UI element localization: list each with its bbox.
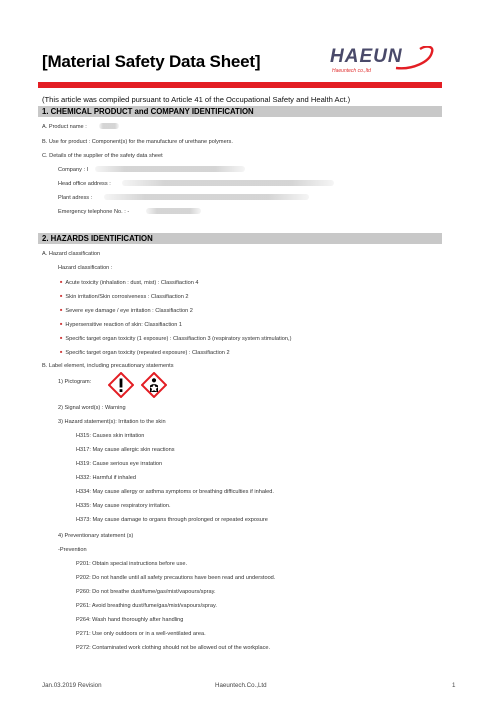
hazard-item: [60, 349, 230, 356]
hazard-item-text: Hypersensitive reaction of skin: Classifiaction 1: [65, 322, 183, 328]
hazard-item-text: Severe eye damage / eye irritation : Classifiaction 2: [65, 308, 193, 314]
prevention-statement: P201: Obtain special instructions before use.: [76, 561, 188, 567]
hazard-statement: H373: May cause damage to organs through prolonged or repeated exposure: [76, 517, 268, 523]
hazard-statement: H317: May cause allergic skin reactions: [76, 447, 175, 453]
bullet-icon: ■: [60, 321, 63, 326]
hazard-classification-a: A. Hazard classification: [42, 251, 101, 257]
hazard-statement: H315: Causes skin irritation: [76, 433, 145, 439]
redacted-product-name: [99, 123, 119, 129]
prevention-label: -Prevention: [58, 547, 87, 553]
hazard-item: [60, 321, 182, 328]
footer-revision: Jan.03.2019 Revision: [42, 682, 102, 689]
osha-notice: (This article was compiled pursuant to Article 41 of the Occupational Safety and Health Act.): [42, 95, 351, 104]
bullet-icon: ■: [60, 349, 63, 354]
hazard-item-text: Specific target organ toxicity (repeated exposure) : Classifiaction 2: [65, 350, 230, 356]
hazard-item: [60, 293, 189, 300]
redacted-plant-address: [104, 194, 309, 200]
hazard-statement: H335: May cause respiratory irritation.: [76, 503, 171, 509]
header-red-bar: [38, 82, 442, 88]
hazard-statement: H334: May cause allergy or asthma symptoms or breathing difficulties if inhaled.: [76, 489, 274, 495]
logo-subtitle: Haeuntech co.,ltd: [332, 68, 371, 74]
bullet-icon: ■: [60, 279, 63, 284]
document-title: [Material Safety Data Sheet]: [42, 52, 261, 71]
hazard-item-text: Specific target organ toxicity (1 exposure) : Classifiaction 3 (respiratory system stimulation,): [65, 336, 292, 342]
prevention-statement: P260: Do not breathe dust/fume/gas/mist/vapours/spray.: [76, 589, 216, 595]
product-name-line: A. Product name :: [42, 124, 87, 130]
bullet-icon: ■: [60, 335, 63, 340]
head-office-line: Head office address :: [58, 181, 111, 187]
exclamation-mark-icon: [108, 372, 134, 398]
plant-address-line: Plant adress :: [58, 195, 93, 201]
prevention-statement: P264: Wash hand thoroughly after handling: [76, 617, 184, 623]
hazard-item: [60, 335, 291, 342]
redacted-company: [95, 166, 245, 172]
company-line: Company : I: [58, 167, 89, 173]
signal-word-line: 2) Signal word(s) : Warning: [58, 405, 126, 411]
health-hazard-icon: [141, 372, 167, 398]
hazard-item-text: Acute toxicity (inhalation : dust, mist) : Classifiaction 4: [65, 280, 199, 286]
prevention-statement: P271: Use only outdoors or in a well-ventilated area.: [76, 631, 206, 637]
hazard-item: [60, 307, 193, 314]
hazard-statements-label: 3) Hazard statement(s): Irritation to the skin: [58, 419, 166, 425]
hazard-classification-label: Hazard classification :: [58, 265, 113, 271]
logo-wordmark: HAEUN: [330, 46, 403, 67]
footer-page-number: 1: [452, 682, 456, 689]
redacted-emergency-phone: [146, 208, 201, 214]
logo-swoosh-icon: [390, 46, 438, 72]
bullet-icon: ■: [60, 307, 63, 312]
section2-heading: 2. HAZARDS IDENTIFICATION: [42, 234, 153, 243]
bullet-icon: ■: [60, 293, 63, 298]
supplier-details-line: C. Details of the supplier of the safety data sheet: [42, 153, 163, 159]
pictogram-label: 1) Pictogram:: [58, 379, 92, 385]
prevention-statement: P202: Do not handle until all safety precautions have been read and understood.: [76, 575, 276, 581]
hazard-statement: H319: Cause serious eye irratation: [76, 461, 163, 467]
footer-company: Haeuntech.Co.,Ltd: [215, 682, 267, 689]
hazard-item-text: Skin irritation/Skin corrosiveness : Classifiaction 2: [65, 294, 189, 300]
label-elements-b: B. Label element, including precautionary statements: [42, 363, 174, 369]
prevention-statement: P272: Contaminated work clothing should not be allowed out of the workplace.: [76, 645, 271, 651]
product-use-line: B. Use for product : Component(s) for the manufacture of urethane polymers.: [42, 139, 233, 145]
emergency-phone-line: Emergency telephone No. : -: [58, 209, 130, 215]
redacted-head-office: [122, 180, 334, 186]
hazard-statement: H332: Harmful if inhaled: [76, 475, 137, 481]
prevention-statement: P261: Avoid breathing dust/fume/gas/mist/vapours/spray.: [76, 603, 217, 609]
company-logo: [330, 46, 440, 78]
section1-heading: 1. CHEMICAL PRODUCT and COMPANY IDENTIFICATION: [42, 107, 254, 116]
hazard-item: [60, 279, 198, 286]
preventionary-label: 4) Preventionary statement (s): [58, 533, 134, 539]
